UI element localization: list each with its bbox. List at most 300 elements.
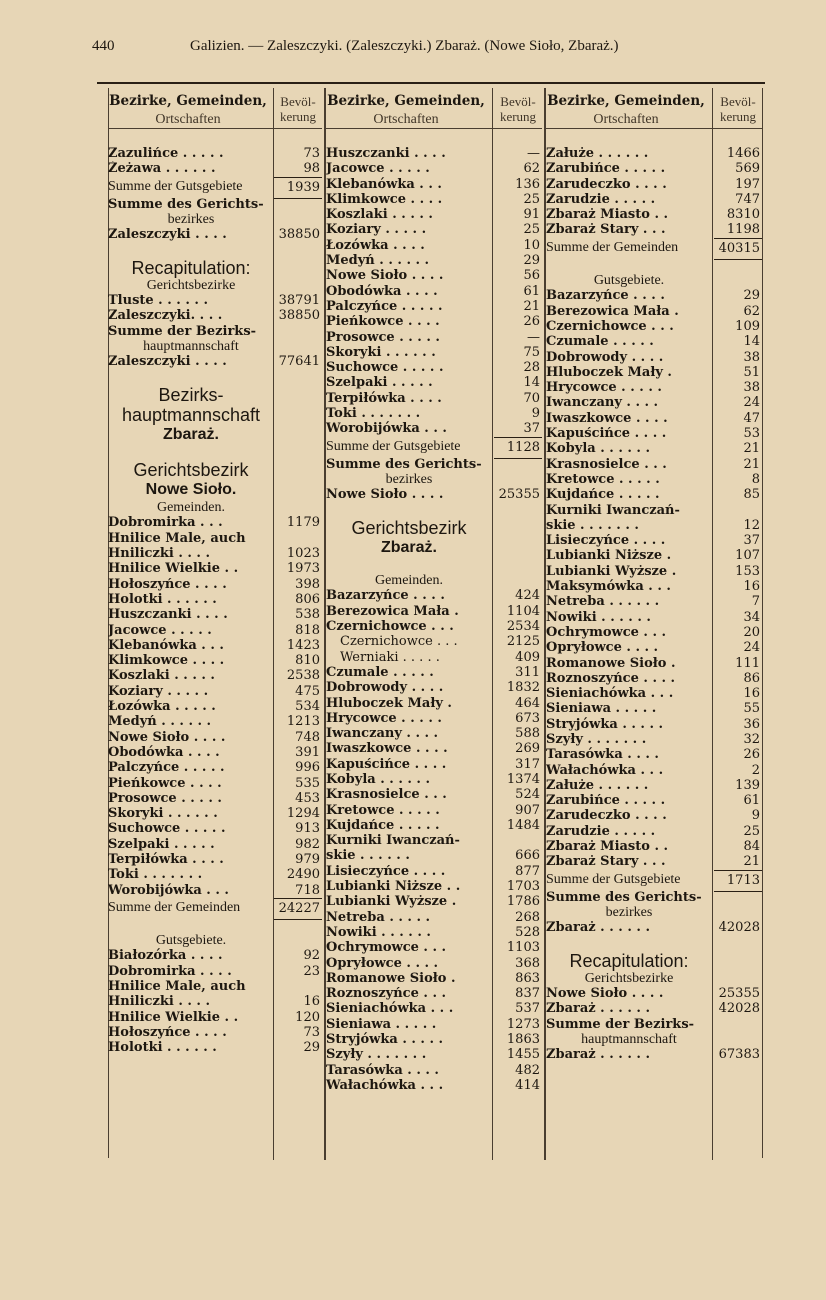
table-row xyxy=(108,1025,322,1040)
population-value: 1832 xyxy=(506,680,540,696)
table-row xyxy=(326,314,542,329)
table-row xyxy=(326,787,542,802)
population-value: 1103 xyxy=(506,940,540,956)
table-row xyxy=(108,821,322,836)
column-rows xyxy=(546,146,762,1063)
place-name: Zbaraż Stary . . . xyxy=(546,854,666,870)
population-value: 67383 xyxy=(718,1047,760,1063)
population-value: 12 xyxy=(743,517,760,533)
table-row xyxy=(108,883,322,898)
table-row xyxy=(546,503,762,518)
table-row xyxy=(108,515,322,530)
place-name: Kapuścińce . . . . xyxy=(326,756,447,772)
population-value: 26 xyxy=(743,747,760,763)
place-name: Bezirks- xyxy=(158,384,224,405)
place-name: Krasnosielce . . . xyxy=(326,787,447,803)
place-name: Kapuścińce . . . . xyxy=(546,426,667,442)
population-value: 20 xyxy=(743,624,760,640)
place-name: Summe des Gerichts- xyxy=(326,456,482,472)
population-value: 1973 xyxy=(286,561,320,577)
table-row xyxy=(108,293,322,308)
population-value: 534 xyxy=(295,699,320,715)
population-value: 1939 xyxy=(274,177,322,199)
population-value: 111 xyxy=(735,655,760,671)
place-name: bezirkes xyxy=(605,904,653,920)
population-value: 38850 xyxy=(278,308,320,324)
population-value: 837 xyxy=(515,986,540,1002)
page-number: 440 xyxy=(92,38,115,54)
place-name: Klimkowce . . . . xyxy=(326,191,443,207)
population-value: 747 xyxy=(735,191,760,207)
population-value: 56 xyxy=(523,268,540,284)
population-value: 9 xyxy=(531,406,540,422)
place-name: Hołoszyńce . . . . xyxy=(108,576,227,592)
place-name: Klebanówka . . . xyxy=(108,637,224,653)
table-row xyxy=(108,385,322,405)
population-value: 8310 xyxy=(726,207,760,223)
place-name: Summe der Gemeinden xyxy=(546,239,679,255)
place-name: Zarudzie . . . . . xyxy=(546,823,656,839)
place-name: Czernichowce . . . xyxy=(546,318,674,334)
place-name: Prosowce . . . . . xyxy=(108,790,222,806)
place-name: Iwaszkowce . . . . xyxy=(326,741,448,757)
table-row xyxy=(326,573,542,588)
table-row xyxy=(326,757,542,772)
population-value: 269 xyxy=(515,741,540,757)
population-value: 85 xyxy=(743,487,760,503)
place-name: Maksymówka . . . xyxy=(546,579,671,595)
table-row xyxy=(546,258,762,273)
place-name: Zaleszczyki . . . . xyxy=(108,227,227,243)
population-value: 25355 xyxy=(498,487,540,503)
table-row xyxy=(326,971,542,986)
population-value: 153 xyxy=(735,563,760,579)
place-name: Hniliczki . . . . xyxy=(108,994,211,1010)
place-name: Huszczanki . . . . xyxy=(326,146,446,161)
table-row xyxy=(108,745,322,760)
table-row xyxy=(546,533,762,548)
table-row xyxy=(326,1063,542,1078)
population-value: 24227 xyxy=(274,898,322,920)
place-name: Sieniawa . . . . . xyxy=(326,1016,437,1032)
table-row xyxy=(108,354,322,369)
population-value: 464 xyxy=(515,695,540,711)
table-row xyxy=(546,319,762,334)
table-row xyxy=(326,894,542,909)
place-name: Nowe Sioło . . . . xyxy=(546,986,664,1002)
table-row xyxy=(108,623,322,638)
place-name: Czumale . . . . . xyxy=(546,334,654,350)
place-name: Zbaraż Miasto . . xyxy=(546,207,669,223)
place-name: Hrycowce . . . . . xyxy=(326,710,442,726)
table-row xyxy=(108,146,322,161)
population-value: — xyxy=(527,329,540,345)
place-name: Iwaszkowce . . . . xyxy=(546,410,668,426)
population-value: 136 xyxy=(515,176,540,192)
place-name: Skoryki . . . . . . xyxy=(326,344,436,360)
place-name: Sieniachówka . . . xyxy=(326,1001,454,1017)
table-row xyxy=(546,472,762,487)
population-value: 23 xyxy=(303,963,320,979)
table-row xyxy=(326,253,542,268)
place-name: Recapitulation: xyxy=(131,257,251,278)
population-value: 92 xyxy=(303,948,320,964)
population-table xyxy=(108,88,762,1158)
population-value: 1484 xyxy=(506,817,540,833)
place-name: Lubianki Niższe . xyxy=(546,548,672,564)
place-name: Romanowe Sioło . xyxy=(546,655,676,671)
place-name: Bazarzyńce . . . . xyxy=(546,288,665,304)
table-row xyxy=(326,391,542,406)
population-value: 28 xyxy=(523,360,540,376)
population-value: 537 xyxy=(515,1001,540,1017)
table-row xyxy=(326,538,542,558)
place-name: Zaleszczyki . . . . xyxy=(108,354,227,370)
place-name: Zaleszczyki. . . . xyxy=(108,308,223,324)
population-value: 1179 xyxy=(286,515,320,531)
place-name: Dobromirka . . . xyxy=(108,515,223,531)
population-value: 907 xyxy=(515,802,540,818)
population-value: 24 xyxy=(743,395,760,411)
table-row xyxy=(546,579,762,594)
table-row xyxy=(108,1010,322,1025)
population-value: 53 xyxy=(743,426,760,442)
place-name: Pieńkowce . . . . xyxy=(326,314,440,330)
place-name: Summe der Gutsgebiete xyxy=(108,178,243,194)
table-row xyxy=(326,1017,542,1032)
table-row xyxy=(546,808,762,823)
table-row xyxy=(108,460,322,480)
table-row xyxy=(326,772,542,787)
table-row xyxy=(546,207,762,222)
population-value: 98 xyxy=(303,161,320,177)
table-row xyxy=(326,879,542,894)
population-value: 1703 xyxy=(506,879,540,895)
population-value: 42028 xyxy=(718,920,760,936)
table-row xyxy=(546,778,762,793)
population-value: 1213 xyxy=(286,714,320,730)
population-value: 913 xyxy=(295,821,320,837)
table-row xyxy=(326,680,542,695)
table-row xyxy=(108,837,322,852)
table-row xyxy=(546,870,762,890)
place-name: Lubianki Wyższe . xyxy=(326,894,457,910)
place-name: Szyły . . . . . . . xyxy=(326,1047,427,1063)
place-name: Jacowce . . . . . xyxy=(326,161,430,177)
population-value: 398 xyxy=(295,576,320,592)
population-value: 14 xyxy=(523,375,540,391)
population-value: 810 xyxy=(295,653,320,669)
place-name: Summe der Bezirks- xyxy=(546,1016,695,1032)
population-value: 1374 xyxy=(506,771,540,787)
place-name: Zbaraż Stary . . . xyxy=(546,222,666,238)
population-value: 61 xyxy=(743,793,760,809)
table-row xyxy=(108,867,322,882)
place-name: Ochrymowce . . . xyxy=(326,940,447,956)
population-value: 84 xyxy=(743,839,760,855)
population-value: 409 xyxy=(515,649,540,665)
place-name: Koziary . . . . . xyxy=(108,683,209,699)
table-row xyxy=(546,411,762,426)
population-value: 1273 xyxy=(506,1016,540,1032)
table-row xyxy=(108,197,322,212)
table-row xyxy=(546,701,762,716)
table-row xyxy=(546,763,762,778)
table-row xyxy=(326,284,542,299)
place-name: Tluste . . . . . . xyxy=(108,293,208,309)
place-name: Nowe Sioło. xyxy=(145,481,237,499)
table-row xyxy=(546,334,762,349)
table-row xyxy=(108,278,322,293)
population-value: 673 xyxy=(515,710,540,726)
table-row xyxy=(326,588,542,603)
population-value: 2490 xyxy=(286,867,320,883)
place-name: Hnilice Wielkie . . xyxy=(108,1009,239,1025)
table-row xyxy=(546,640,762,655)
place-name: Sieniawa . . . . . xyxy=(546,701,657,717)
place-name: Iwanczany . . . . xyxy=(326,726,439,742)
table-row xyxy=(546,732,762,747)
header-pop-line1: Bevöl- xyxy=(720,94,756,109)
header-pop-line2: kerung xyxy=(279,109,317,124)
place-name: Nowe Sioło . . . . xyxy=(108,729,226,745)
place-name: Zbaraż. xyxy=(162,425,219,443)
place-name: Zbaraż Miasto . . xyxy=(546,839,669,855)
population-value: 368 xyxy=(515,955,540,971)
table-row xyxy=(326,421,542,436)
table-row xyxy=(546,304,762,319)
population-value: 1786 xyxy=(506,894,540,910)
table-row xyxy=(108,445,322,460)
table-row xyxy=(326,650,542,665)
population-value: 29 xyxy=(523,253,540,269)
population-value: 120 xyxy=(295,1009,320,1025)
place-name: Kretowce . . . . . xyxy=(326,802,440,818)
population-value: 37 xyxy=(743,533,760,549)
place-name: Summe der Gutsgebiete xyxy=(326,438,461,454)
place-name: Sieniachówka . . . xyxy=(546,686,674,702)
place-name: Bazarzyńce . . . . xyxy=(326,588,445,604)
place-name: hauptmannschaft xyxy=(121,404,261,425)
place-name: Suchowce . . . . . xyxy=(326,360,444,376)
place-name: Hniliczki . . . . xyxy=(108,546,211,562)
population-value: 73 xyxy=(303,146,320,161)
population-value: 36 xyxy=(743,716,760,732)
table-right-border xyxy=(762,88,763,1158)
place-name: Lisieczyńce . . . . xyxy=(326,863,446,879)
table-row xyxy=(108,933,322,948)
header-pop-line2: kerung xyxy=(499,109,537,124)
place-name: Wałachówka . . . xyxy=(546,762,664,778)
population-value: — xyxy=(527,146,540,161)
table-row xyxy=(546,747,762,762)
table-row xyxy=(108,668,322,683)
population-value: 538 xyxy=(295,607,320,623)
place-name: Romanowe Sioło . xyxy=(326,970,456,986)
place-name: Roznoszyńce . . . xyxy=(326,986,447,1002)
table-row xyxy=(108,308,322,323)
table-row xyxy=(326,940,542,955)
place-name: Summe der Gemeinden xyxy=(108,899,241,915)
table-row xyxy=(326,472,542,487)
table-row xyxy=(326,487,542,502)
population-value: 51 xyxy=(743,364,760,380)
population-value: 29 xyxy=(743,288,760,304)
table-row xyxy=(546,625,762,640)
place-name: Iwanczany . . . . xyxy=(546,395,659,411)
place-name: hauptmannschaft xyxy=(143,338,239,354)
place-name: Szelpaki . . . . . xyxy=(326,375,433,391)
population-value: 29 xyxy=(303,1040,320,1056)
column-header xyxy=(546,88,762,129)
table-row xyxy=(326,146,542,161)
place-name: skie . . . . . . xyxy=(326,848,410,864)
place-name: Holotki . . . . . . xyxy=(108,1040,217,1056)
table-row xyxy=(326,558,542,573)
place-name: Opryłowce . . . . xyxy=(546,640,659,656)
place-name: Lubianki Wyższe . xyxy=(546,563,677,579)
population-value: 1455 xyxy=(506,1047,540,1063)
table-row xyxy=(326,437,542,457)
table-row xyxy=(546,395,762,410)
population-value: 38 xyxy=(743,380,760,396)
table-row xyxy=(326,986,542,1001)
place-name: Hnilice Male, auch xyxy=(108,530,246,546)
table-row xyxy=(108,918,322,933)
population-value: 21 xyxy=(523,298,540,314)
table-row xyxy=(546,146,762,161)
place-name: Opryłowce . . . . xyxy=(326,955,439,971)
place-name: Gerichtsbezirke xyxy=(146,277,236,293)
table-row xyxy=(546,854,762,869)
table-row xyxy=(108,161,322,176)
table-row xyxy=(546,890,762,905)
population-value: 718 xyxy=(295,882,320,898)
table-row xyxy=(326,268,542,283)
place-name: Kurniki Iwanczań- xyxy=(546,502,680,518)
population-value: 1104 xyxy=(506,603,540,619)
place-name: Tarasówka . . . . xyxy=(546,747,659,763)
column-header xyxy=(108,88,322,129)
place-name: Kujdańce . . . . . xyxy=(546,487,660,503)
table-row xyxy=(546,564,762,579)
place-name: Nowiki . . . . . . xyxy=(326,924,431,940)
table-row xyxy=(108,979,322,994)
population-value: 1023 xyxy=(286,546,320,562)
table-row xyxy=(546,177,762,192)
header-name-line2: Ortschaften xyxy=(373,112,439,127)
place-name: Nowiki . . . . . . xyxy=(546,609,651,625)
table-row xyxy=(108,480,322,500)
place-name: Łozówka . . . . . xyxy=(108,699,216,715)
population-value: 42028 xyxy=(718,1001,760,1017)
population-value: 1863 xyxy=(506,1032,540,1048)
population-value: 37 xyxy=(523,421,540,437)
table-row xyxy=(326,406,542,421)
place-name: Wałachówka . . . xyxy=(326,1077,444,1093)
place-name: Stryjówka . . . . . xyxy=(326,1032,444,1048)
table-row xyxy=(326,910,542,925)
population-value: 863 xyxy=(515,970,540,986)
table-row xyxy=(326,330,542,345)
place-name: Hrycowce . . . . . xyxy=(546,380,662,396)
table-row xyxy=(326,634,542,649)
population-value: 55 xyxy=(743,701,760,717)
place-name: Palczyńce . . . . . xyxy=(326,298,443,314)
table-row xyxy=(108,638,322,653)
table-row xyxy=(326,818,542,833)
header-name-line1: Bezirke, Gemeinden, xyxy=(547,93,705,109)
population-value: 25 xyxy=(523,191,540,207)
table-row xyxy=(108,852,322,867)
table-row xyxy=(546,222,762,237)
population-value: 424 xyxy=(515,588,540,604)
place-name: Zbaraż . . . . . . xyxy=(546,920,650,936)
table-row xyxy=(326,207,542,222)
population-value: 139 xyxy=(735,777,760,793)
table-row xyxy=(326,345,542,360)
population-value: 1713 xyxy=(714,870,762,892)
table-row xyxy=(326,161,542,176)
population-value: 38850 xyxy=(278,227,320,243)
table-row xyxy=(108,994,322,1009)
table-row xyxy=(546,936,762,951)
population-value: 40315 xyxy=(714,238,762,260)
population-value: 25355 xyxy=(718,986,760,1002)
population-value: 996 xyxy=(295,760,320,776)
table-row xyxy=(546,839,762,854)
place-name: Hołoszyńce . . . . xyxy=(108,1024,227,1040)
place-name: Worobijówka . . . xyxy=(326,421,447,437)
table-row xyxy=(326,864,542,879)
place-name: Zbaraż. xyxy=(380,538,437,556)
table-row xyxy=(546,905,762,920)
population-value: 10 xyxy=(523,237,540,253)
table-row xyxy=(326,192,542,207)
population-value: 38 xyxy=(743,349,760,365)
population-value: 1294 xyxy=(286,806,320,822)
table-row xyxy=(108,212,322,227)
place-name: Zarubińce . . . . . xyxy=(546,161,666,177)
population-value: 317 xyxy=(515,756,540,772)
population-value: 62 xyxy=(523,161,540,177)
table-row xyxy=(546,686,762,701)
population-value: 86 xyxy=(743,670,760,686)
running-head: Galizien. — Zaleszczyki. (Zaleszczyki.) Zbaraż. (Nowe Sioło, Zbaraż.) xyxy=(190,38,619,54)
place-name: Żeżawa . . . . . . xyxy=(108,161,216,177)
header-name-line2: Ortschaften xyxy=(593,112,659,127)
table-row xyxy=(108,339,322,354)
place-name: Zazulińce . . . . . xyxy=(108,146,224,161)
table-row xyxy=(108,714,322,729)
table-row xyxy=(108,405,322,425)
place-name: Kurniki Iwanczań- xyxy=(326,833,460,849)
table-row xyxy=(108,577,322,592)
table-row xyxy=(326,711,542,726)
population-value: 2 xyxy=(751,762,760,778)
place-name: Szelpaki . . . . . xyxy=(108,836,215,852)
population-value: 77641 xyxy=(278,354,320,370)
table-row xyxy=(108,898,322,918)
place-name: Werniaki . . . . . xyxy=(340,649,440,665)
table-row xyxy=(108,607,322,622)
table-row xyxy=(546,380,762,395)
table-row xyxy=(326,299,542,314)
top-rule xyxy=(97,82,765,84)
place-name: Czumale . . . . . xyxy=(326,664,434,680)
table-row xyxy=(108,776,322,791)
population-value: 877 xyxy=(515,863,540,879)
